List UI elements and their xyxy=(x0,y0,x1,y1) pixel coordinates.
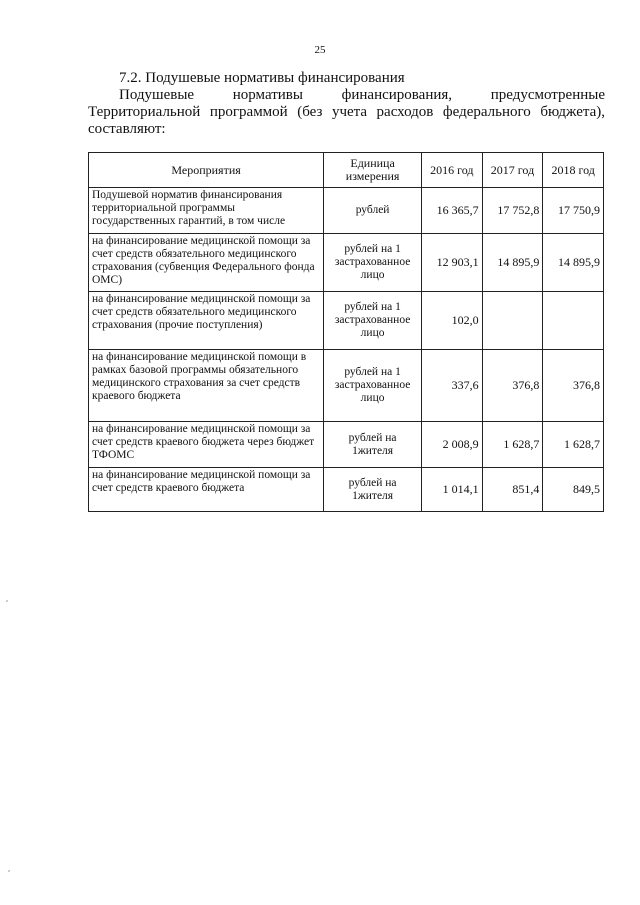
intro-text: Подушевые нормативы финансирования, предусмотренные Территориальной программой (без учета расходов федерального бюджета), составляют: xyxy=(88,87,605,137)
row-value-2018: 17 750,9 xyxy=(543,188,604,234)
row-name: на финансирование медицинской помощи в рамках базовой программы обязательного медицинского страхования за счет средств краевого бюджета xyxy=(89,350,324,422)
row-value-2018: 849,5 xyxy=(543,468,604,512)
header-2017: 2017 год xyxy=(482,153,543,188)
row-name: на финансирование медицинской помощи за счет средств обязательного медицинского страхования (субвенция Федерального фонда ОМС) xyxy=(89,234,324,292)
row-value-2016: 102,0 xyxy=(422,292,483,350)
row-value-2017: 851,4 xyxy=(482,468,543,512)
header-activities: Мероприятия xyxy=(89,153,324,188)
table-header-row xyxy=(89,153,604,188)
table-row xyxy=(89,422,604,468)
row-value-2018: 14 895,9 xyxy=(543,234,604,292)
row-value-2016: 337,6 xyxy=(422,350,483,422)
table-row xyxy=(89,350,604,422)
row-unit: рублей xyxy=(324,188,422,234)
row-value-2017 xyxy=(482,292,543,350)
scan-speck xyxy=(8,870,10,872)
section-title: 7.2. Подушевые нормативы финансирования xyxy=(119,70,405,86)
row-name: на финансирование медицинской помощи за счет средств обязательного медицинского страхования (прочие поступления) xyxy=(89,292,324,350)
row-name: на финансирование медицинской помощи за счет средств краевого бюджета через бюджет ТФОМС xyxy=(89,422,324,468)
intro-paragraph xyxy=(88,87,605,138)
table-row xyxy=(89,292,604,350)
table-row xyxy=(89,234,604,292)
row-value-2016: 2 008,9 xyxy=(422,422,483,468)
row-value-2017: 14 895,9 xyxy=(482,234,543,292)
scan-speck xyxy=(6,600,8,602)
page-number: 25 xyxy=(314,44,326,56)
table-row xyxy=(89,468,604,512)
header-2018: 2018 год xyxy=(543,153,604,188)
row-value-2018: 376,8 xyxy=(543,350,604,422)
row-value-2018 xyxy=(543,292,604,350)
row-unit: рублей на 1 застрахованное лицо xyxy=(324,234,422,292)
row-unit: рублей на 1жителя xyxy=(324,468,422,512)
row-unit: рублей на 1жителя xyxy=(324,422,422,468)
row-unit: рублей на 1 застрахованное лицо xyxy=(324,292,422,350)
row-value-2016: 12 903,1 xyxy=(422,234,483,292)
row-value-2017: 17 752,8 xyxy=(482,188,543,234)
row-unit: рублей на 1 застрахованное лицо xyxy=(324,350,422,422)
row-name: Подушевой норматив финансирования территориальной программы государственных гарантий, в том числе xyxy=(89,188,324,234)
financing-norms-table xyxy=(88,152,604,512)
row-name: на финансирование медицинской помощи за счет средств краевого бюджета xyxy=(89,468,324,512)
row-value-2017: 1 628,7 xyxy=(482,422,543,468)
row-value-2018: 1 628,7 xyxy=(543,422,604,468)
row-value-2017: 376,8 xyxy=(482,350,543,422)
table-row xyxy=(89,188,604,234)
header-2016: 2016 год xyxy=(422,153,483,188)
row-value-2016: 16 365,7 xyxy=(422,188,483,234)
header-unit: Единица измерения xyxy=(324,153,422,188)
row-value-2016: 1 014,1 xyxy=(422,468,483,512)
